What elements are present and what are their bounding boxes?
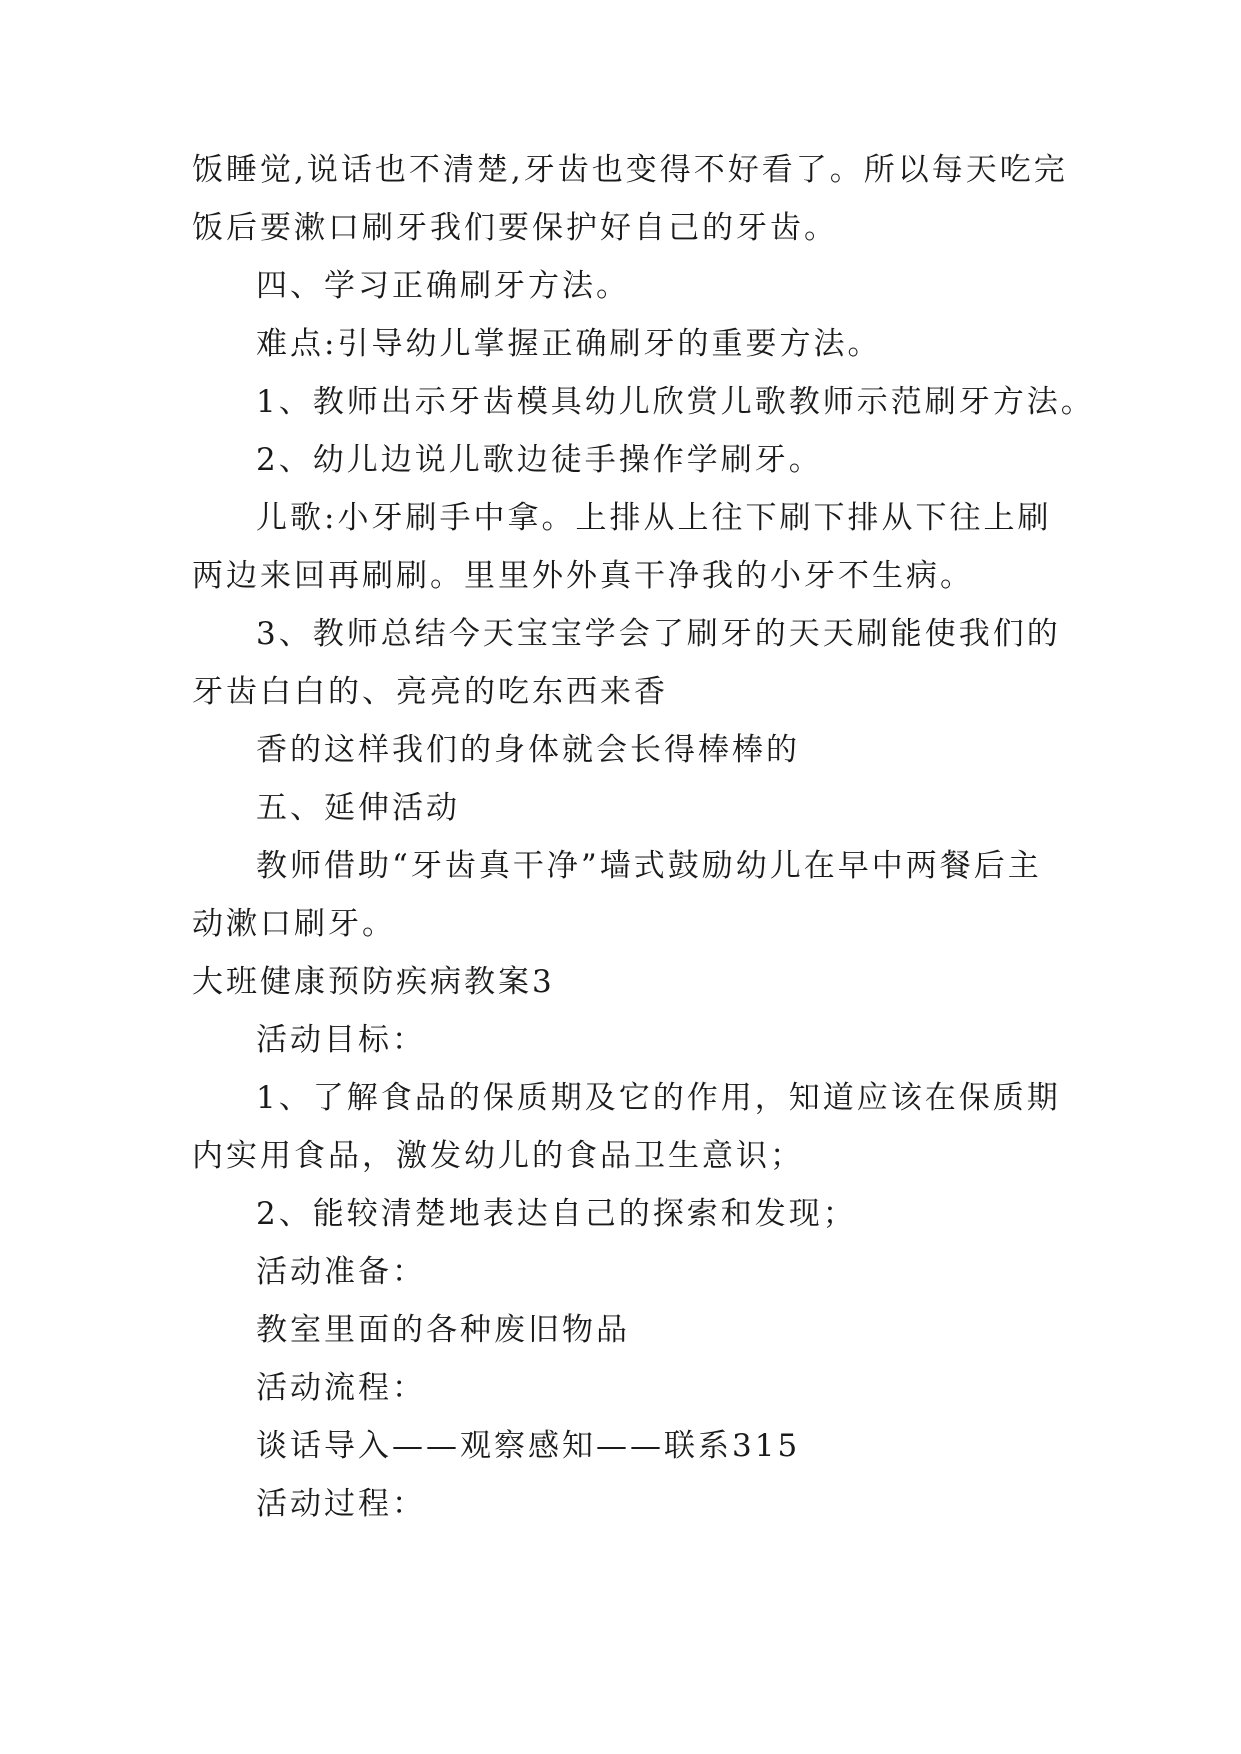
section-heading: 活动流程：	[256, 1370, 426, 1406]
section-heading: 四、学习正确刷牙方法。	[256, 268, 630, 304]
list-item: 1、教师出示牙齿模具幼儿欣赏儿歌教师示范刷牙方法。	[256, 384, 1095, 420]
section-heading: 活动过程：	[256, 1486, 426, 1522]
section-heading: 活动目标：	[256, 1022, 426, 1058]
list-item: 2、能较清楚地表达自己的探索和发现；	[256, 1196, 857, 1232]
text-line: 香的这样我们的身体就会长得棒棒的	[256, 732, 800, 768]
text-line: 儿歌:小牙刷手中拿。上排从上往下刷下排从下往上刷	[256, 500, 1052, 536]
text-line: 饭睡觉,说话也不清楚,牙齿也变得不好看了。所以每天吃完	[192, 152, 1068, 188]
text-line: 牙齿白白的、亮亮的吃东西来香	[192, 674, 668, 710]
section-heading: 活动准备：	[256, 1254, 426, 1290]
text-line: 两边来回再刷刷。里里外外真干净我的小牙不生病。	[192, 558, 974, 594]
text-line: 难点:引导幼儿掌握正确刷牙的重要方法。	[256, 326, 882, 362]
document-title: 大班健康预防疾病教案3	[192, 964, 555, 1000]
list-item: 1、了解食品的保质期及它的作用，知道应该在保质期	[256, 1080, 1061, 1116]
text-line: 饭后要漱口刷牙我们要保护好自己的牙齿。	[192, 210, 838, 246]
list-item: 3、教师总结今天宝宝学会了刷牙的天天刷能使我们的	[256, 616, 1061, 652]
section-heading: 五、延伸活动	[256, 790, 460, 826]
text-line: 内实用食品，激发幼儿的食品卫生意识；	[192, 1138, 804, 1174]
text-line: 教室里面的各种废旧物品	[256, 1312, 630, 1348]
list-item: 2、幼儿边说儿歌边徒手操作学刷牙。	[256, 442, 823, 478]
text-line: 谈话导入——观察感知——联系315	[256, 1428, 801, 1464]
text-line: 教师借助“牙齿真干净”墙式鼓励幼儿在早中两餐后主	[256, 848, 1042, 884]
text-line: 动漱口刷牙。	[192, 906, 396, 942]
